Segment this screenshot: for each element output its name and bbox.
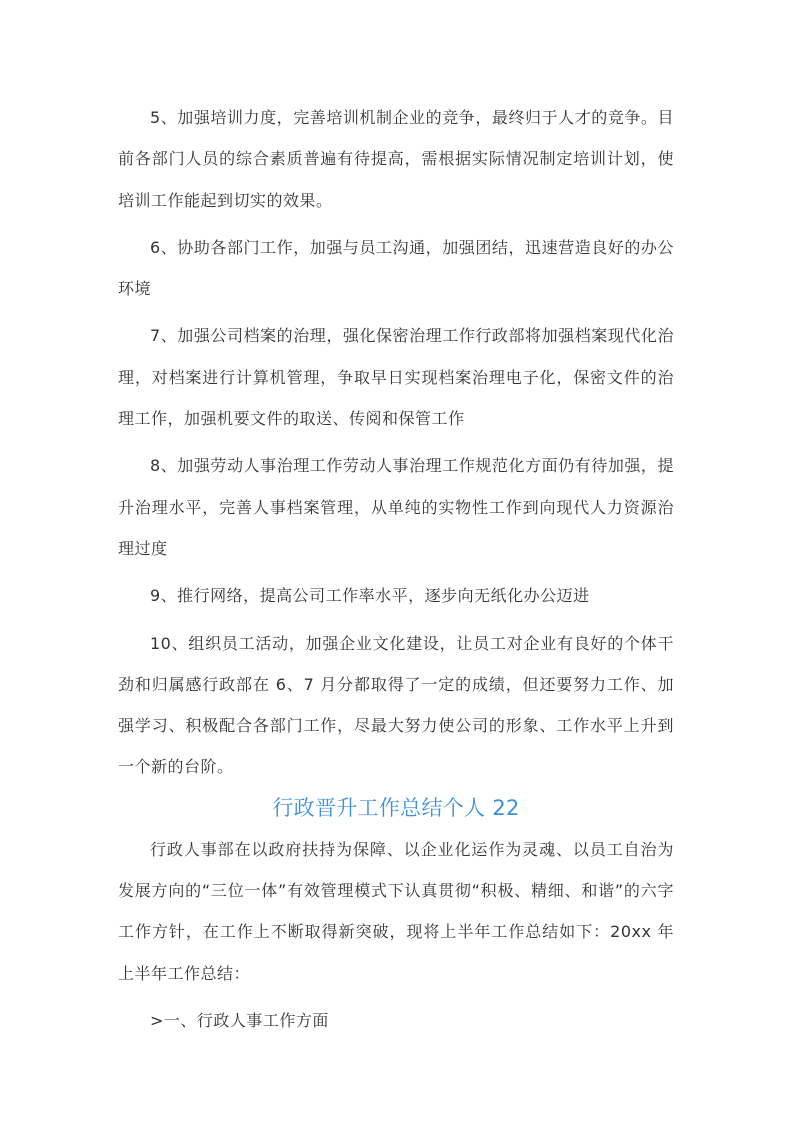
paragraph-item-8: 8、加强劳动人事治理工作劳动人事治理工作规范化方面仍有待加强，提升治理水平，完善人事档案管理，从单纯的实物性工作到向现代人力资源治理过度 <box>118 456 674 558</box>
paragraph-item-6: 6、协助各部门工作，加强与员工沟通，加强团结，迅速营造良好的办公环境 <box>118 237 674 299</box>
paragraph-intro: 行政人事部在以政府扶持为保障、以企业化运作为灵魂、以员工自治为发展方向的“三位一体”有效管理模式下认真贯彻“积极、精细、和谐”的六字工作方针，在工作上不断取得新突破，现将上半年工作总结如下：20xx 年上半年工作总结： <box>118 839 674 983</box>
paragraph-item-7: 7、加强公司档案的治理，强化保密治理工作行政部将加强档案现代化治理，对档案进行计算机管理，争取早日实现档案治理电子化，保密文件的治理工作，加强机要文件的取送、传阅和保管工作 <box>118 326 674 429</box>
paragraph-item-5: 5、加强培训力度，完善培训机制企业的竞争，最终归于人才的竞争。目前各部门人员的综合素质普遍有待提高，需根据实际情况制定培训计划，使培训工作能起到切实的效果。 <box>118 108 674 210</box>
subsection-heading: >一、行政人事工作方面 <box>150 1010 329 1030</box>
section-heading: 行政晋升工作总结个人 22 <box>272 795 520 820</box>
document-body <box>118 97 674 1047</box>
paragraph-item-10: 10、组织员工活动，加强企业文化建设，让员工对企业有良好的个体干劲和归属感行政部在 6、7 月分都取得了一定的成绩，但还要努力工作、加强学习、积极配合各部门工作，尽最大努力使公司的形象、工作水平上升到一个新的台阶。 <box>118 633 674 777</box>
paragraph-item-9: 9、推行网络，提高公司工作率水平，逐步向无纸化办公迈进 <box>150 586 590 606</box>
